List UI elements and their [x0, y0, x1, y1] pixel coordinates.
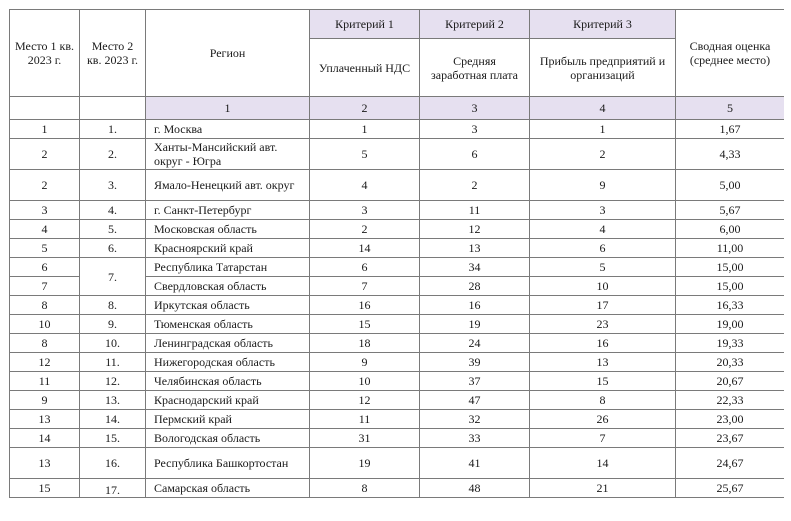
cell-vat: 1: [310, 120, 420, 139]
cell-place-q2: 6.: [80, 239, 146, 258]
table-row: [10, 429, 785, 448]
cell-profit: 1: [530, 120, 676, 139]
cell-summary: 20,67: [676, 372, 785, 391]
table-row: [10, 139, 785, 170]
cell-salary: 11: [420, 201, 530, 220]
cell-region: Тюменская область: [146, 315, 310, 334]
cell-summary: 4,33: [676, 139, 785, 170]
cell-vat: 7: [310, 277, 420, 296]
cell-salary: 32: [420, 410, 530, 429]
cell-place-q1: 4: [10, 220, 80, 239]
cell-salary: 47: [420, 391, 530, 410]
cell-vat: 31: [310, 429, 420, 448]
cell-salary: 41: [420, 448, 530, 479]
cell-place-q2: 8.: [80, 296, 146, 315]
cell-vat: 16: [310, 296, 420, 315]
cell-salary: 34: [420, 258, 530, 277]
header-criterion-2: Критерий 2: [420, 10, 530, 39]
cell-region: Красноярский край: [146, 239, 310, 258]
cell-region: Краснодарский край: [146, 391, 310, 410]
cell-profit: 8: [530, 391, 676, 410]
cell-summary: 22,33: [676, 391, 785, 410]
header-place-q1: Место 1 кв. 2023 г.: [10, 10, 80, 97]
cell-region: Республика Башкортостан: [146, 448, 310, 479]
cell-summary: 20,33: [676, 353, 785, 372]
cell-salary: 3: [420, 120, 530, 139]
header-summary: Сводная оценка (среднее место): [676, 10, 785, 97]
ranking-table-container: [9, 9, 784, 521]
cell-profit: 17: [530, 296, 676, 315]
cell-summary: 23,00: [676, 410, 785, 429]
cell-place-q2: 15.: [80, 429, 146, 448]
cell-vat: 4: [310, 170, 420, 201]
cell-profit: 10: [530, 277, 676, 296]
cell-profit: 9: [530, 170, 676, 201]
cell-profit: 5: [530, 258, 676, 277]
table-header: [10, 10, 785, 120]
cell-place-q1: 14: [10, 429, 80, 448]
cell-salary: 48: [420, 479, 530, 498]
cell-profit: 26: [530, 410, 676, 429]
header-number: 5: [676, 97, 785, 120]
table-row: [10, 315, 785, 334]
ranking-table: [9, 9, 784, 498]
cell-place-q1: 10: [10, 315, 80, 334]
cell-summary: 19,33: [676, 334, 785, 353]
table-row: [10, 391, 785, 410]
cell-profit: 4: [530, 220, 676, 239]
cell-place-q1: 13: [10, 448, 80, 479]
cell-vat: 9: [310, 353, 420, 372]
table-row: [10, 120, 785, 139]
cell-salary: 28: [420, 277, 530, 296]
cell-place-q2: 3.: [80, 170, 146, 201]
cell-salary: 16: [420, 296, 530, 315]
cell-profit: 21: [530, 479, 676, 498]
cell-salary: 2: [420, 170, 530, 201]
cell-region: Иркутская область: [146, 296, 310, 315]
cell-vat: 6: [310, 258, 420, 277]
cell-vat: 10: [310, 372, 420, 391]
cell-place-q1: 3: [10, 201, 80, 220]
cell-salary: 39: [420, 353, 530, 372]
header-salary: Средняя заработная плата: [420, 39, 530, 97]
cell-place-q1: 8: [10, 296, 80, 315]
cell-vat: 11: [310, 410, 420, 429]
cell-place-q2: 1.: [80, 120, 146, 139]
cell-region: г. Санкт-Петербург: [146, 201, 310, 220]
cell-summary: 15,00: [676, 258, 785, 277]
cell-profit: 2: [530, 139, 676, 170]
header-criterion-3: Критерий 3: [530, 10, 676, 39]
header-number-blank: [10, 97, 80, 120]
cell-vat: 3: [310, 201, 420, 220]
cell-place-q1: 1: [10, 120, 80, 139]
cell-region: Ленинградская область: [146, 334, 310, 353]
cell-region: Свердловская область: [146, 277, 310, 296]
cell-vat: 15: [310, 315, 420, 334]
cell-place-q1: 2: [10, 139, 80, 170]
cell-vat: 2: [310, 220, 420, 239]
cell-place-q1: 12: [10, 353, 80, 372]
header-number-blank: [80, 97, 146, 120]
header-number: 3: [420, 97, 530, 120]
cell-place-q1: 9: [10, 391, 80, 410]
cell-summary: 15,00: [676, 277, 785, 296]
cell-place-q2: 14.: [80, 410, 146, 429]
cell-summary: 23,67: [676, 429, 785, 448]
cell-profit: 14: [530, 448, 676, 479]
table-row: [10, 220, 785, 239]
table-row: [10, 296, 785, 315]
table-row: [10, 448, 785, 479]
cell-salary: 6: [420, 139, 530, 170]
cell-region: Нижегородская область: [146, 353, 310, 372]
cell-vat: 8: [310, 479, 420, 498]
cell-vat: 18: [310, 334, 420, 353]
cell-place-q2: 12.: [80, 372, 146, 391]
header-number: 4: [530, 97, 676, 120]
cell-profit: 15: [530, 372, 676, 391]
header-vat: Уплаченный НДС: [310, 39, 420, 97]
cell-place-q1: 13: [10, 410, 80, 429]
cell-place-q2: 11.: [80, 353, 146, 372]
cell-region: Республика Татарстан: [146, 258, 310, 277]
table-body: [10, 120, 785, 498]
cell-profit: 3: [530, 201, 676, 220]
cell-region: Вологодская область: [146, 429, 310, 448]
cell-region: Ханты-Мансийский авт. округ - Югра: [146, 139, 310, 170]
table-row: [10, 258, 785, 277]
table-row: [10, 201, 785, 220]
cell-summary: 5,67: [676, 201, 785, 220]
cell-summary: 1,67: [676, 120, 785, 139]
header-region: Регион: [146, 10, 310, 97]
cell-profit: 13: [530, 353, 676, 372]
cell-place-q2: 17.: [80, 479, 146, 498]
cell-place-q2: 13.: [80, 391, 146, 410]
table-row: [10, 479, 785, 498]
cell-salary: 37: [420, 372, 530, 391]
cell-place-q2: 16.: [80, 448, 146, 479]
cell-region: Ямало-Ненецкий авт. округ: [146, 170, 310, 201]
table-row: [10, 170, 785, 201]
cell-place-q1: 2: [10, 170, 80, 201]
header-profit: Прибыль предприятий и организаций: [530, 39, 676, 97]
table-row: [10, 353, 785, 372]
cell-profit: 23: [530, 315, 676, 334]
cell-salary: 24: [420, 334, 530, 353]
cell-place-q2: 9.: [80, 315, 146, 334]
cell-summary: 24,67: [676, 448, 785, 479]
cell-summary: 19,00: [676, 315, 785, 334]
header-place-q2: Место 2 кв. 2023 г.: [80, 10, 146, 97]
table-row: [10, 372, 785, 391]
cell-profit: 6: [530, 239, 676, 258]
cell-profit: 7: [530, 429, 676, 448]
header-number: 2: [310, 97, 420, 120]
cell-salary: 12: [420, 220, 530, 239]
table-row: [10, 410, 785, 429]
table-row: [10, 239, 785, 258]
cell-place-q1: 6: [10, 258, 80, 277]
cell-region: Московская область: [146, 220, 310, 239]
cell-place-q2: 5.: [80, 220, 146, 239]
cell-place-q1: 8: [10, 334, 80, 353]
cell-region: Пермский край: [146, 410, 310, 429]
cell-summary: 5,00: [676, 170, 785, 201]
cell-place-q1: 15: [10, 479, 80, 498]
table-row: [10, 334, 785, 353]
cell-summary: 6,00: [676, 220, 785, 239]
cell-salary: 19: [420, 315, 530, 334]
header-criterion-1: Критерий 1: [310, 10, 420, 39]
cell-place-q1: 5: [10, 239, 80, 258]
cell-place-q2: 7.: [80, 258, 146, 296]
cell-place-q1: 11: [10, 372, 80, 391]
cell-region: г. Москва: [146, 120, 310, 139]
cell-place-q2: 4.: [80, 201, 146, 220]
header-number: 1: [146, 97, 310, 120]
cell-region: Самарская область: [146, 479, 310, 498]
cell-salary: 13: [420, 239, 530, 258]
cell-summary: 11,00: [676, 239, 785, 258]
cell-place-q2: 2.: [80, 139, 146, 170]
cell-place-q1: 7: [10, 277, 80, 296]
cell-region: Челябинская область: [146, 372, 310, 391]
cell-place-q2: 10.: [80, 334, 146, 353]
cell-profit: 16: [530, 334, 676, 353]
cell-salary: 33: [420, 429, 530, 448]
cell-vat: 14: [310, 239, 420, 258]
cell-vat: 19: [310, 448, 420, 479]
cell-summary: 25,67: [676, 479, 785, 498]
cell-summary: 16,33: [676, 296, 785, 315]
cell-vat: 12: [310, 391, 420, 410]
cell-vat: 5: [310, 139, 420, 170]
